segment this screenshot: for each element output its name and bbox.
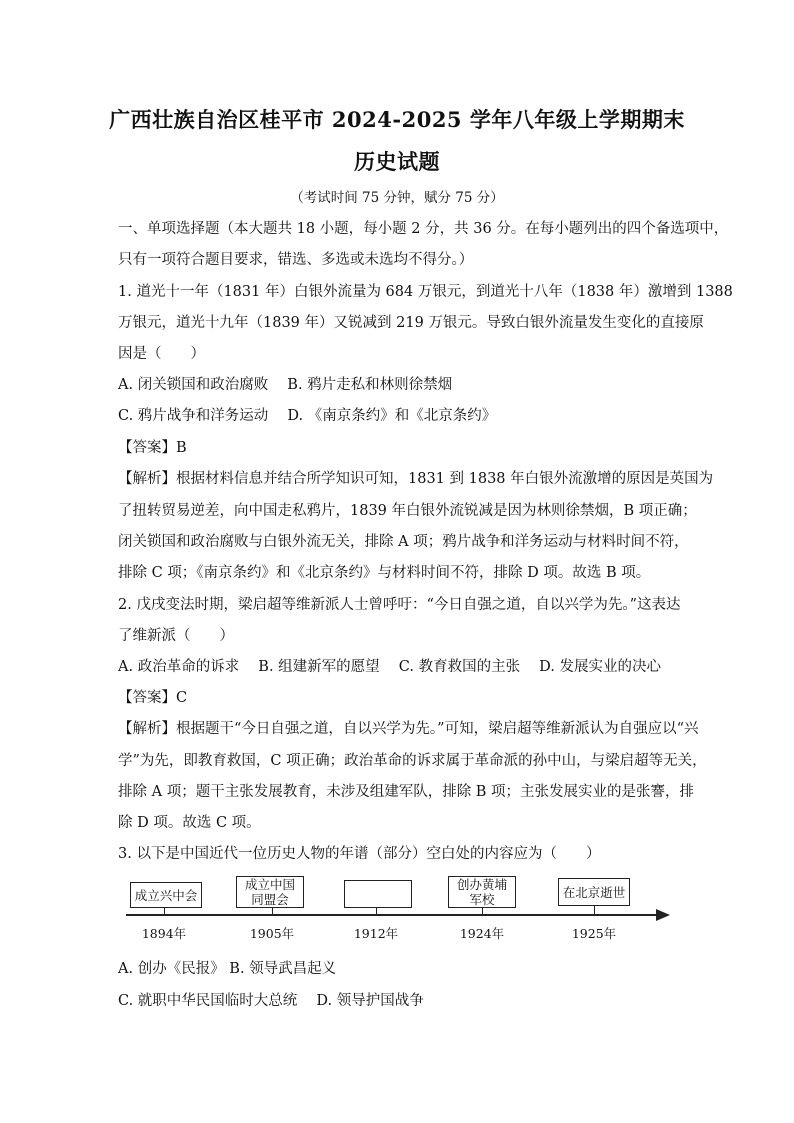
timeline-event-box: 成立中国 同盟会 [236, 876, 304, 908]
page-title-line1: 广西壮族自治区桂平市 2024-2025 学年八年级上学期期末 [109, 107, 685, 132]
q1-options-line2: C. 鸦片战争和洋务运动 D. 《南京条约》和《北京条约》 [118, 408, 497, 424]
timeline-year: 1924年 [459, 926, 505, 941]
timeline-year: 1894年 [141, 926, 187, 941]
q2-stem-line1: 2. 戊戌变法时期，梁启超等维新派人士曾呼吁：“今日自强之道，自以兴学为先。”这表达 [118, 597, 681, 613]
q2-answer: 【答案】C [118, 690, 188, 706]
q3-options-line1: A. 创办《民报》 B. 领导武昌起义 [118, 961, 337, 977]
exam-info: （考试时间 75 分钟，赋分 75 分） [290, 190, 504, 206]
q2-analysis-line4: 除 D 项。故选 C 项。 [118, 815, 261, 831]
timeline-event-box: 成立兴中会 [130, 882, 202, 908]
q2-analysis-line1: 【解析】根据题干“今日自强之道，自以兴学为先。”可知，梁启超等维新派认为自强应以“兴 [118, 721, 699, 737]
q2-stem-line2: 了维新派（ ） [118, 628, 234, 644]
timeline-year: 1912年 [353, 926, 399, 941]
timeline-axis [126, 914, 658, 916]
timeline-event-box: 在北京逝世 [558, 878, 630, 906]
q1-analysis-line4: 排除 C 项；《南京条约》和《北京条约》与材料时间不符，排除 D 项。故选 B 项。 [118, 565, 651, 581]
q3-timeline [126, 870, 674, 948]
timeline-event-box: 创办黄埔 军校 [448, 876, 516, 908]
q1-stem-line2: 万银元，道光十九年（1839 年）又锐减到 219 万银元。导致白银外流量发生变化的直接原 [118, 315, 704, 331]
q3-stem: 3. 以下是中国近代一位历史人物的年谱（部分）空白处的内容应为（ ） [118, 846, 601, 862]
q2-analysis-line2: 学”为先，即教育救国，C 项正确；政治革命的诉求属于革命派的孙中山，与梁启超等无关， [118, 753, 707, 769]
q1-analysis-line1: 【解析】根据材料信息并结合所学知识可知，1831 到 1838 年白银外流激增的原因是英国为 [118, 471, 714, 487]
q1-answer: 【答案】B [118, 440, 187, 456]
q1-stem-line3: 因是（ ） [118, 346, 205, 362]
q1-stem-line1: 1. 道光十一年（1831 年）白银外流量为 684 万银元，到道光十八年（1838 年）激增到 1388 [118, 284, 733, 300]
q1-options-line1: A. 闭关锁国和政治腐败 B. 鸦片走私和林则徐禁烟 [118, 377, 453, 393]
q1-analysis-line2: 了扭转贸易逆差，向中国走私鸦片，1839 年白银外流锐减是因为林则徐禁烟，B 项正确； [118, 503, 697, 519]
timeline-year: 1905年 [249, 926, 295, 941]
page-title-line2: 历史试题 [354, 149, 440, 174]
q2-analysis-line3: 排除 A 项；题干主张发展教育，未涉及组建军队，排除 B 项；主张发展实业的是张謇，排 [118, 784, 695, 800]
section-instruction-line1: 一、单项选择题（本大题共 18 小题，每小题 2 分，共 36 分。在每小题列出的四个备选项中， [118, 221, 729, 237]
q1-analysis-line3: 闭关锁国和政治腐败与白银外流无关，排除 A 项；鸦片战争和洋务运动与材料时间不符， [118, 534, 689, 550]
timeline-blank-box [344, 880, 412, 908]
section-instruction-line2: 只有一项符合题目要求，错选、多选或未选均不得分。） [118, 252, 474, 268]
q3-options-line2: C. 就职中华民国临时大总统 D. 领导护国战争 [118, 993, 424, 1009]
timeline-year: 1925年 [571, 926, 617, 941]
timeline-tick [594, 906, 595, 914]
q2-options: A. 政治革命的诉求 B. 组建新军的愿望 C. 教育救国的主张 D. 发展实业的决心 [118, 659, 662, 675]
timeline-arrow-icon [656, 909, 670, 921]
